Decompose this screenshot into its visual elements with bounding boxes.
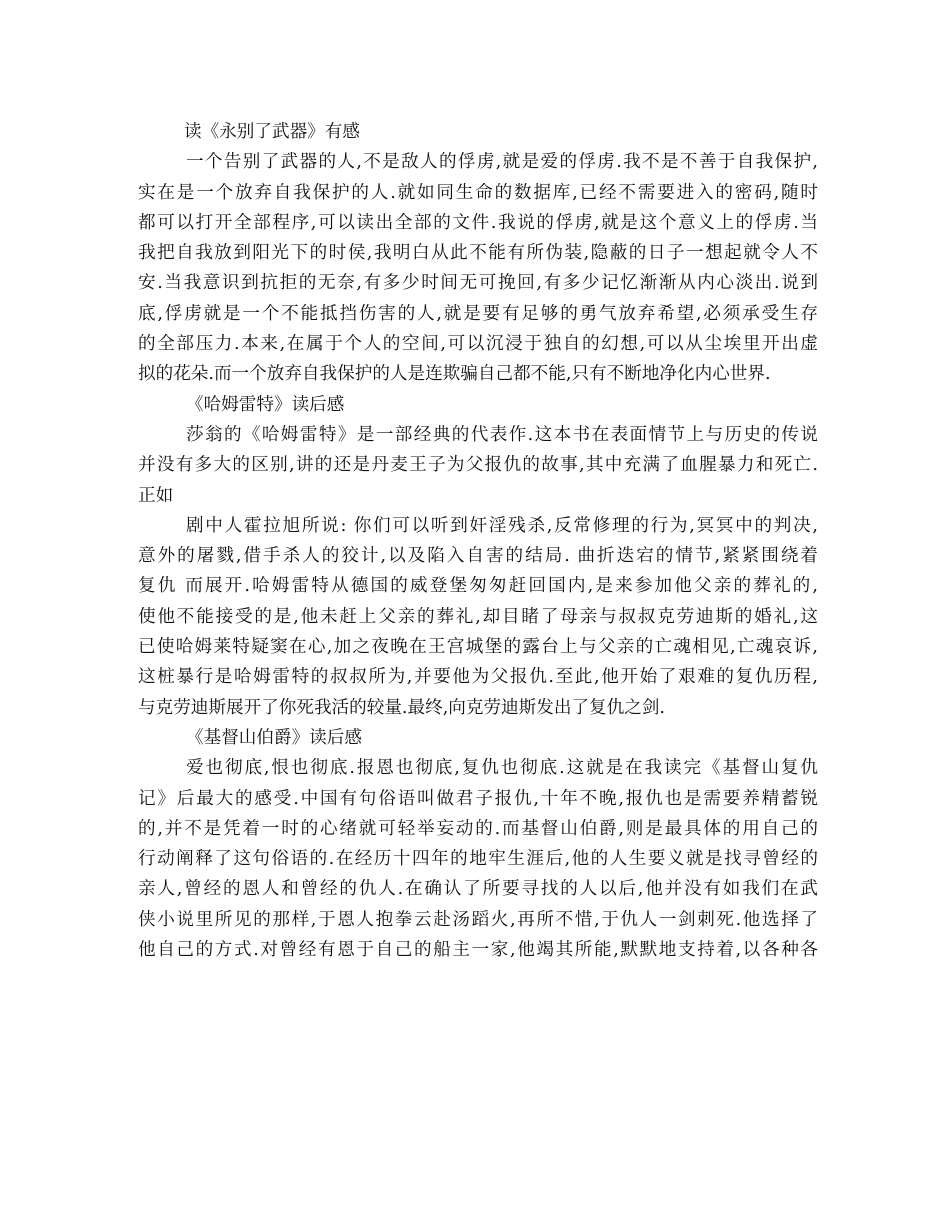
paragraph-line: 亲人,曾经的恩人和曾经的仇人.在确认了所要寻找的人以后,他并没有如我们在武 [138,879,818,900]
paragraph-line: 侠小说里所见的那样,于恩人抱拳云赴汤蹈火,再所不惜,于仇人一剑刺死.他选择了 [138,909,818,930]
section-title-hamlet: 《哈姆雷特》读后感 [186,394,345,415]
paragraph-line: 记》后最大的感受.中国有句俗语叫做君子报仇,十年不晚,报仇也是需要养精蓄锐 [138,788,818,809]
paragraph-line: 正如 [138,485,174,506]
document-body [138,117,818,965]
paragraph-line: 一个告别了武器的人,不是敌人的俘虏,就是爱的俘虏.我不是不善于自我保护, [186,152,818,173]
paragraph-line: 他自己的方式.对曾经有恩于自己的船主一家,他竭其所能,默默地支持着,以各种各 [138,940,818,961]
paragraph-line: 意外的屠戮,借手杀人的狡计,以及陷入自害的结局. 曲折迭宕的情节,紧紧围绕着 [138,546,818,567]
paragraph-line: 这桩暴行是哈姆雷特的叔叔所为,并要他为父报仇.至此,他开始了艰难的复仇历程, [138,667,818,688]
paragraph-line: 拟的花朵.而一个放弃自我保护的人是连欺骗自己都不能,只有不断地净化内心世界. [138,364,771,385]
paragraph-line: 剧中人霍拉旭所说: 你们可以听到奸淫残杀,反常修理的行为,冥冥中的判决, [186,515,818,536]
paragraph-line: 实在是一个放弃自我保护的人.就如同生命的数据库,已经不需要进入的密码,随时 [138,182,818,203]
section-title-count-of-monte-cristo: 《基督山伯爵》读后感 [186,727,362,748]
paragraph-line: 底,俘虏就是一个不能抵挡伤害的人,就是要有足够的勇气放弃希望,必须承受生存 [138,303,818,324]
paragraph-line: 我把自我放到阳光下的时侯,我明白从此不能有所伪装,隐蔽的日子一想起就令人不 [138,243,818,264]
paragraph-line: 已使哈姆莱特疑窦在心,加之夜晚在王宫城堡的露台上与父亲的亡魂相见,亡魂哀诉, [138,637,818,658]
paragraph-line: 的全部压力.本来,在属于个人的空间,可以沉浸于独自的幻想,可以从尘埃里开出虚 [138,334,818,355]
paragraph-line: 莎翁的《哈姆雷特》是一部经典的代表作.这本书在表面情节上与历史的传说 [186,424,818,445]
paragraph-line: 与克劳迪斯展开了你死我活的较量.最终,向克劳迪斯发出了复仇之剑. [138,697,665,718]
section-title-farewell-to-arms: 读《永别了武器》有感 [184,122,360,142]
paragraph-line: 安.当我意识到抗拒的无奈,有多少时间无可挽回,有多少记忆渐渐从内心淡出.说到 [138,273,818,294]
paragraph-line: 爱也彻底,恨也彻底.报恩也彻底,复仇也彻底.这就是在我读完《基督山复仇 [186,758,818,779]
paragraph-line: 行动阐释了这句俗语的.在经历十四年的地牢生涯后,他的人生要义就是找寻曾经的 [138,849,818,870]
paragraph-line: 的,并不是凭着一时的心绪就可轻举妄动的.而基督山伯爵,则是最具体的用自己的 [138,818,818,839]
paragraph-line: 使他不能接受的是,他未赶上父亲的葬礼,却目睹了母亲与叔叔克劳迪斯的婚礼,这 [138,606,818,627]
paragraph-line: 复仇 而展开.哈姆雷特从德国的威登堡匆匆赶回国内,是来参加他父亲的葬礼的, [138,576,818,597]
paragraph-line: 并没有多大的区别,讲的还是丹麦王子为父报仇的故事,其中充满了血腥暴力和死亡. [138,455,818,476]
paragraph-line: 都可以打开全部程序,可以读出全部的文件.我说的俘虏,就是这个意义上的俘虏.当 [138,212,818,233]
